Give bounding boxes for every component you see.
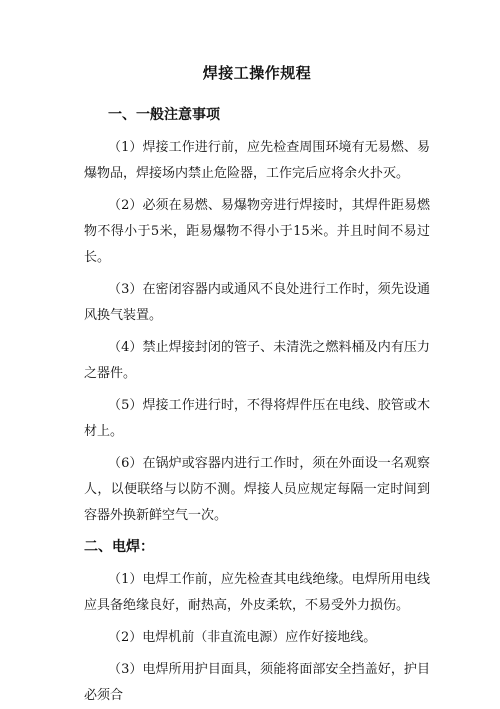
paragraph-2-3: （3）电焊所用护目面具，须能将面部安全挡盖好，护目必须合 <box>84 662 430 703</box>
paragraph-1-3: （3）在密闭容器内或通风不良处进行工作时，须先设通风换气装置。 <box>84 282 430 323</box>
section-heading-electric-welding: 二、电焊： <box>84 539 154 555</box>
paragraph-1-1: （1）焊接工作进行前，应先检查周围环境有无易燃、易爆物品，焊接场内禁止危险器，工作完后应将余火扑灭。 <box>84 140 430 181</box>
paragraph-1-6: （6）在锅炉或容器内进行工作时，须在外面设一名观察人，以便联络与以防不测。焊接人员应规定每隔一定时间到容器外换新鲜空气一次。 <box>84 456 430 523</box>
paragraph-2-2: （2）电焊机前（非直流电源）应作好接地线。 <box>108 630 377 645</box>
paragraph-1-5: （5）焊接工作进行时，不得将焊件压在电线、胶管或木材上。 <box>84 398 430 439</box>
paragraph-1-4: （4）禁止焊接封闭的管子、未清洗之燃料桶及内有压力之器件。 <box>84 340 430 381</box>
paragraph-2-1: （1）电焊工作前，应先检查其电线绝缘。电焊所用电线应具备绝缘良好，耐热高，外皮柔软，不易受外力损伤。 <box>84 572 430 613</box>
section-heading-general: 一、一般注意事项 <box>108 107 220 123</box>
paragraph-1-2: （2）必须在易燃、易爆物旁进行焊接时，其焊件距易燃物不得小于5米，距易爆物不得小于15米。并且时间不易过长。 <box>84 198 430 265</box>
document-title: 焊接工操作规程 <box>202 64 312 82</box>
